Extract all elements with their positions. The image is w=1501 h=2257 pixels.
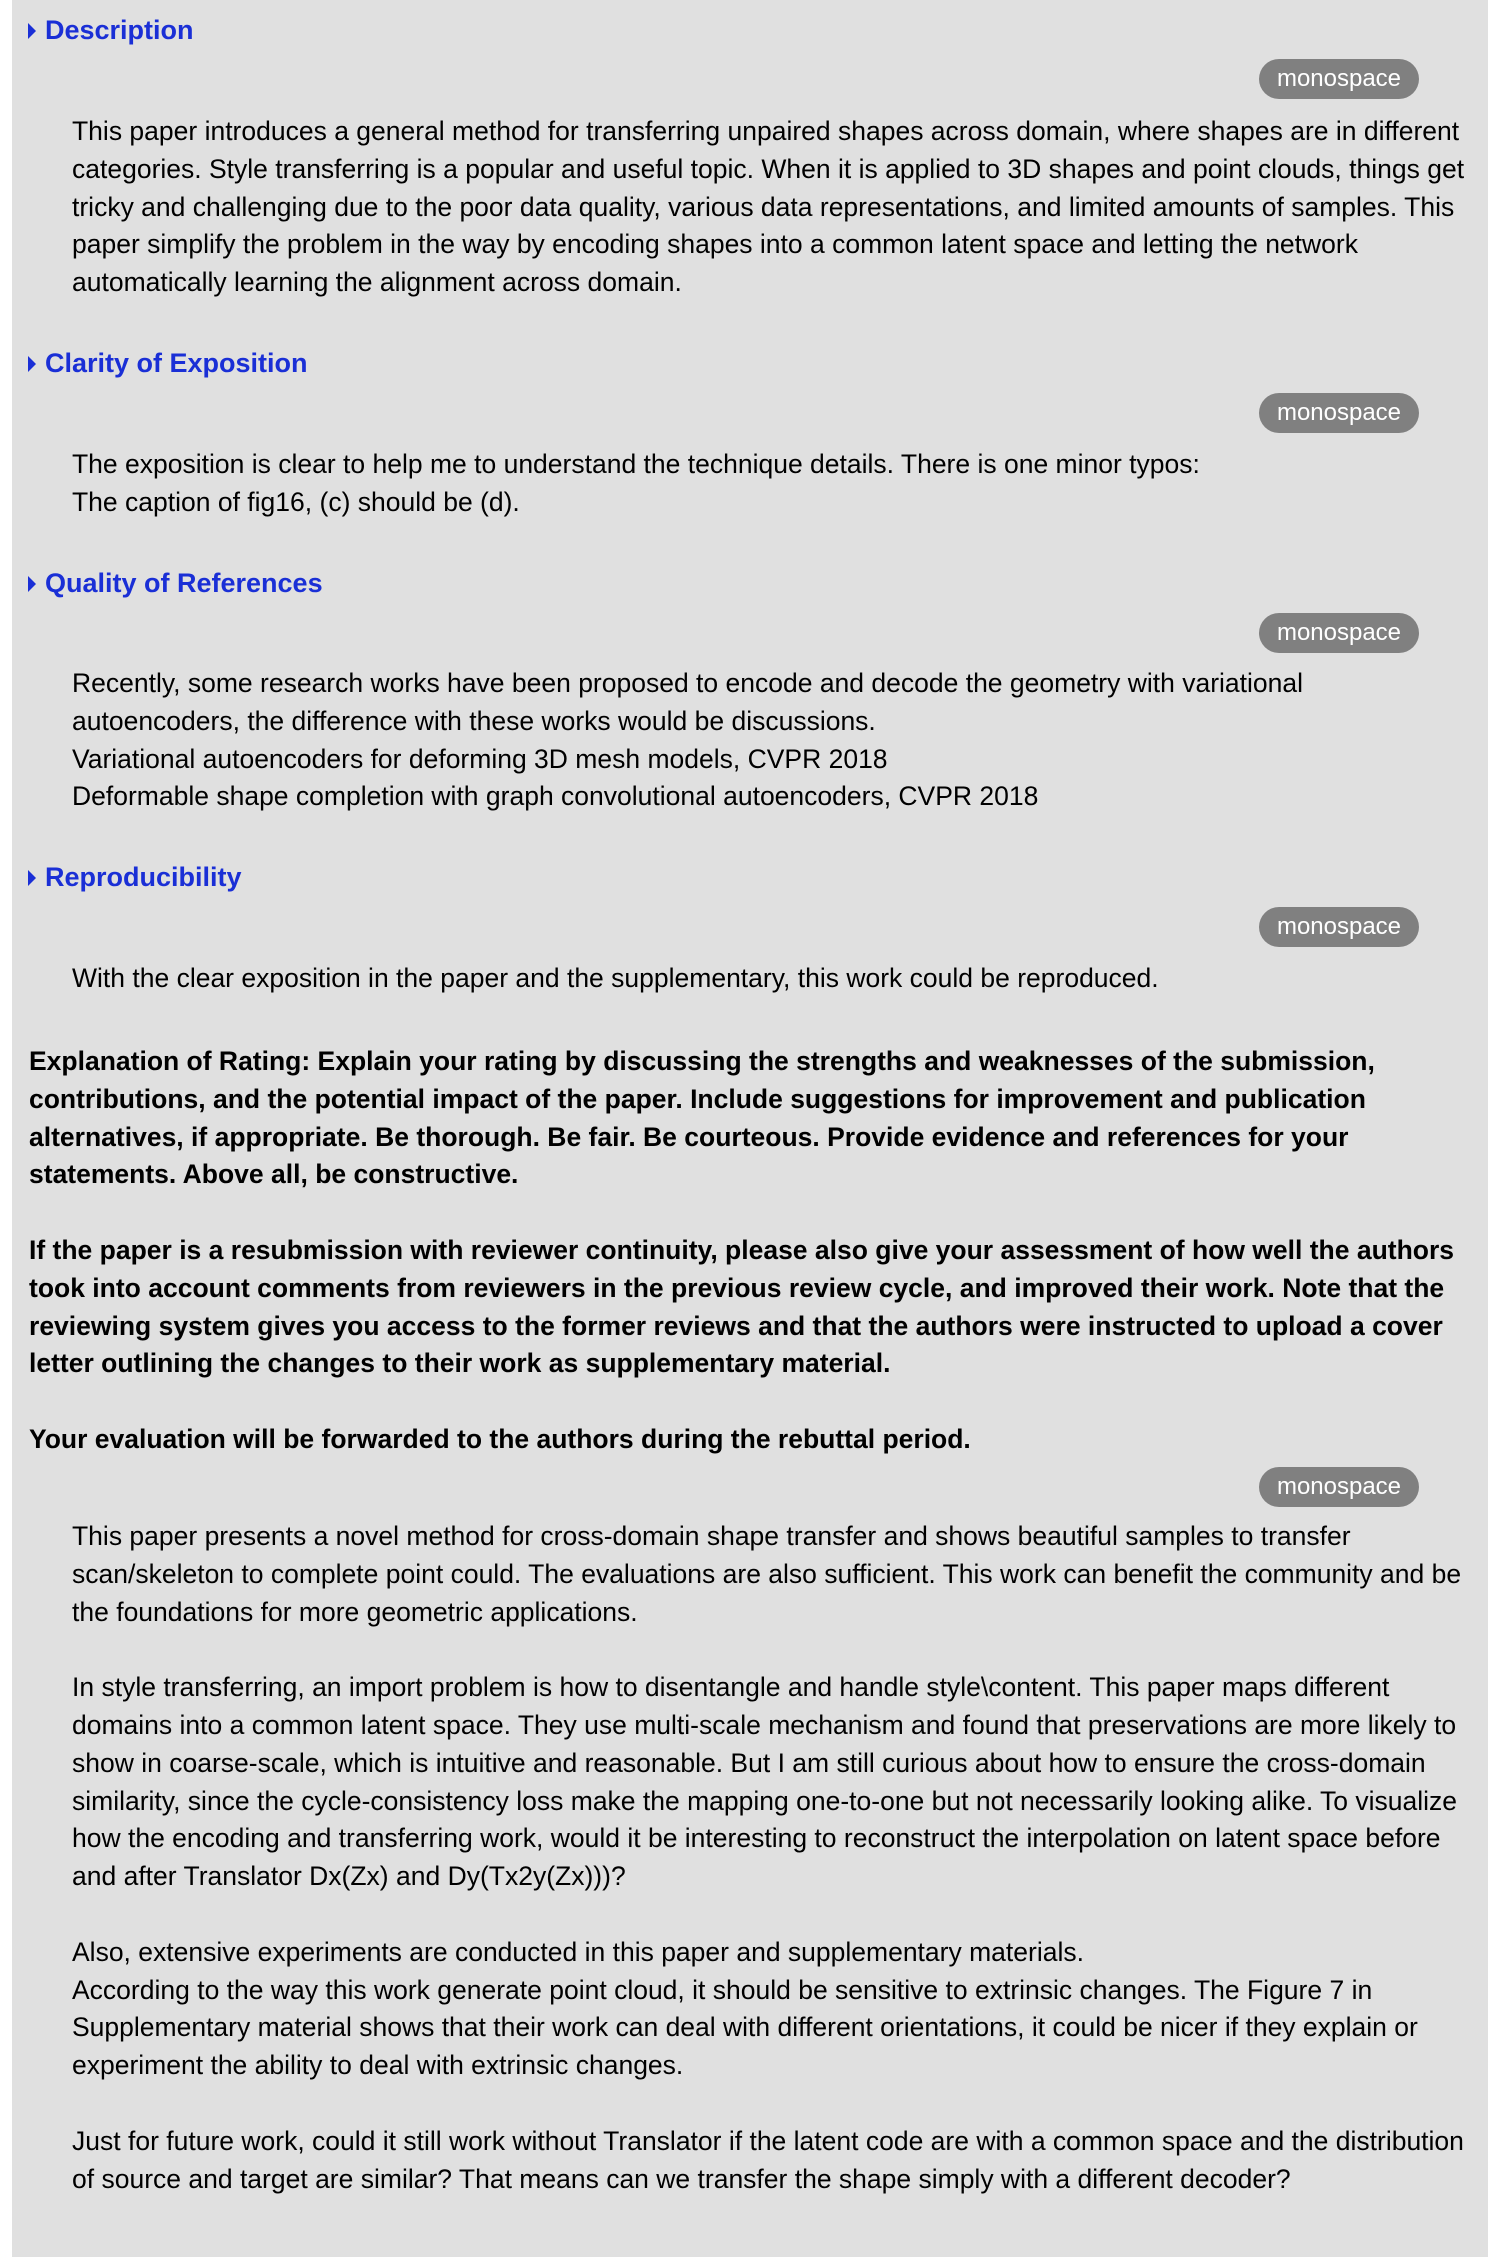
answer-paragraph: The caption of fig16, (c) should be (d). — [72, 486, 520, 517]
section-toggle-references[interactable] — [28, 568, 323, 599]
answer-paragraph: This paper presents a novel method for cross-domain shape transfer and shows beautiful samples to transfer scan/skeleton to complete point could. The evaluations are also sufficient. This work can benefit the community and be the foundations for more geometric applications. — [72, 1521, 1462, 1627]
section-toggle-reproducibility[interactable] — [28, 862, 242, 893]
monospace-button[interactable]: monospace — [1259, 393, 1419, 433]
section-title: Reproducibility — [45, 862, 242, 892]
section-toggle-description[interactable] — [28, 15, 194, 46]
section-title: Quality of References — [45, 568, 323, 598]
answer-description — [72, 113, 1472, 302]
monospace-button[interactable]: monospace — [1259, 59, 1419, 99]
caret-right-icon — [28, 356, 36, 372]
section-title: Description — [45, 15, 194, 45]
answer-rating — [72, 1518, 1472, 2198]
answer-reproducibility — [72, 960, 1472, 998]
monospace-button[interactable]: monospace — [1259, 613, 1419, 653]
prompt-paragraph: Explanation of Rating: Explain your rating by discussing the strengths and weaknesses of the submission, contributions, and the potential impact of the paper. Include suggestions for improvement and publication alternatives, if appropriate. Be thorough. Be fair. Be courteous. Provide evidence and references for your statements. Above all, be constructive. — [29, 1046, 1375, 1190]
caret-right-icon — [28, 23, 36, 39]
rating-prompt — [29, 1043, 1484, 1459]
review-form-page — [12, 0, 1488, 2257]
section-toggle-clarity[interactable] — [28, 348, 308, 379]
prompt-paragraph: Your evaluation will be forwarded to the authors during the rebuttal period. — [29, 1423, 971, 1454]
answer-references — [72, 665, 1472, 816]
answer-paragraph: Variational autoencoders for deforming 3D mesh models, CVPR 2018 — [72, 743, 888, 774]
answer-clarity — [72, 446, 1472, 522]
answer-paragraph: Deformable shape completion with graph convolutional autoencoders, CVPR 2018 — [72, 781, 1039, 812]
answer-paragraph: Recently, some research works have been proposed to encode and decode the geometry with variational autoencoders, the difference with these works would be discussions. — [72, 668, 1304, 736]
prompt-paragraph: If the paper is a resubmission with reviewer continuity, please also give your assessment of how well the authors took into account comments from reviewers in the previous review cycle, and improved their work. Note that the reviewing system gives you access to the former reviews and that the authors were instructed to upload a cover letter outlining the changes to their work as supplementary material. — [29, 1234, 1455, 1379]
answer-paragraph: The exposition is clear to help me to understand the technique details. There is one minor typos: — [72, 449, 1200, 479]
answer-paragraph: In style transferring, an import problem is how to disentangle and handle style\content. This paper maps different domains into a common latent space. They use multi-scale mechanism and found that preservations are more likely to show in coarse-scale, which is intuitive and reasonable. But I am still curious about how to ensure the cross-domain similarity, since the cycle-consistency loss make the mapping one-to-one but not necessarily looking alike. To visualize how the encoding and transferring work, would it be interesting to reconstruct the interpolation on latent space before and after Translator Dx(Zx) and Dy(Tx2y(Zx)))? — [72, 1672, 1458, 1892]
answer-paragraph: This paper introduces a general method for transferring unpaired shapes across domain, where shapes are in different categories. Style transferring is a popular and useful topic. When it is applied to 3D shapes and point clouds, things get tricky and challenging due to the poor data quality, various data representations, and limited amounts of samples. This paper simplify the problem in the way by encoding shapes into a common latent space and letting the network automatically learning the alignment across domain. — [72, 116, 1465, 298]
answer-paragraph: According to the way this work generate point cloud, it should be sensitive to extrinsic changes. The Figure 7 in Supplementary material shows that their work can deal with different orientations, it could be nicer if they explain or experiment the ability to deal with extrinsic changes. — [72, 1974, 1418, 2081]
section-title: Clarity of Exposition — [45, 348, 308, 378]
monospace-button[interactable]: monospace — [1259, 907, 1419, 947]
answer-paragraph: Just for future work, could it still work without Translator if the latent code are with a common space and the distribution of source and target are similar? That means can we transfer the shape simply with a different decoder? — [72, 2125, 1464, 2194]
caret-right-icon — [28, 576, 36, 592]
caret-right-icon — [28, 870, 36, 886]
monospace-button[interactable]: monospace — [1259, 1467, 1419, 1507]
answer-paragraph: With the clear exposition in the paper and the supplementary, this work could be reproduced. — [72, 963, 1159, 993]
answer-paragraph: Also, extensive experiments are conducted in this paper and supplementary materials. — [72, 1936, 1084, 1967]
